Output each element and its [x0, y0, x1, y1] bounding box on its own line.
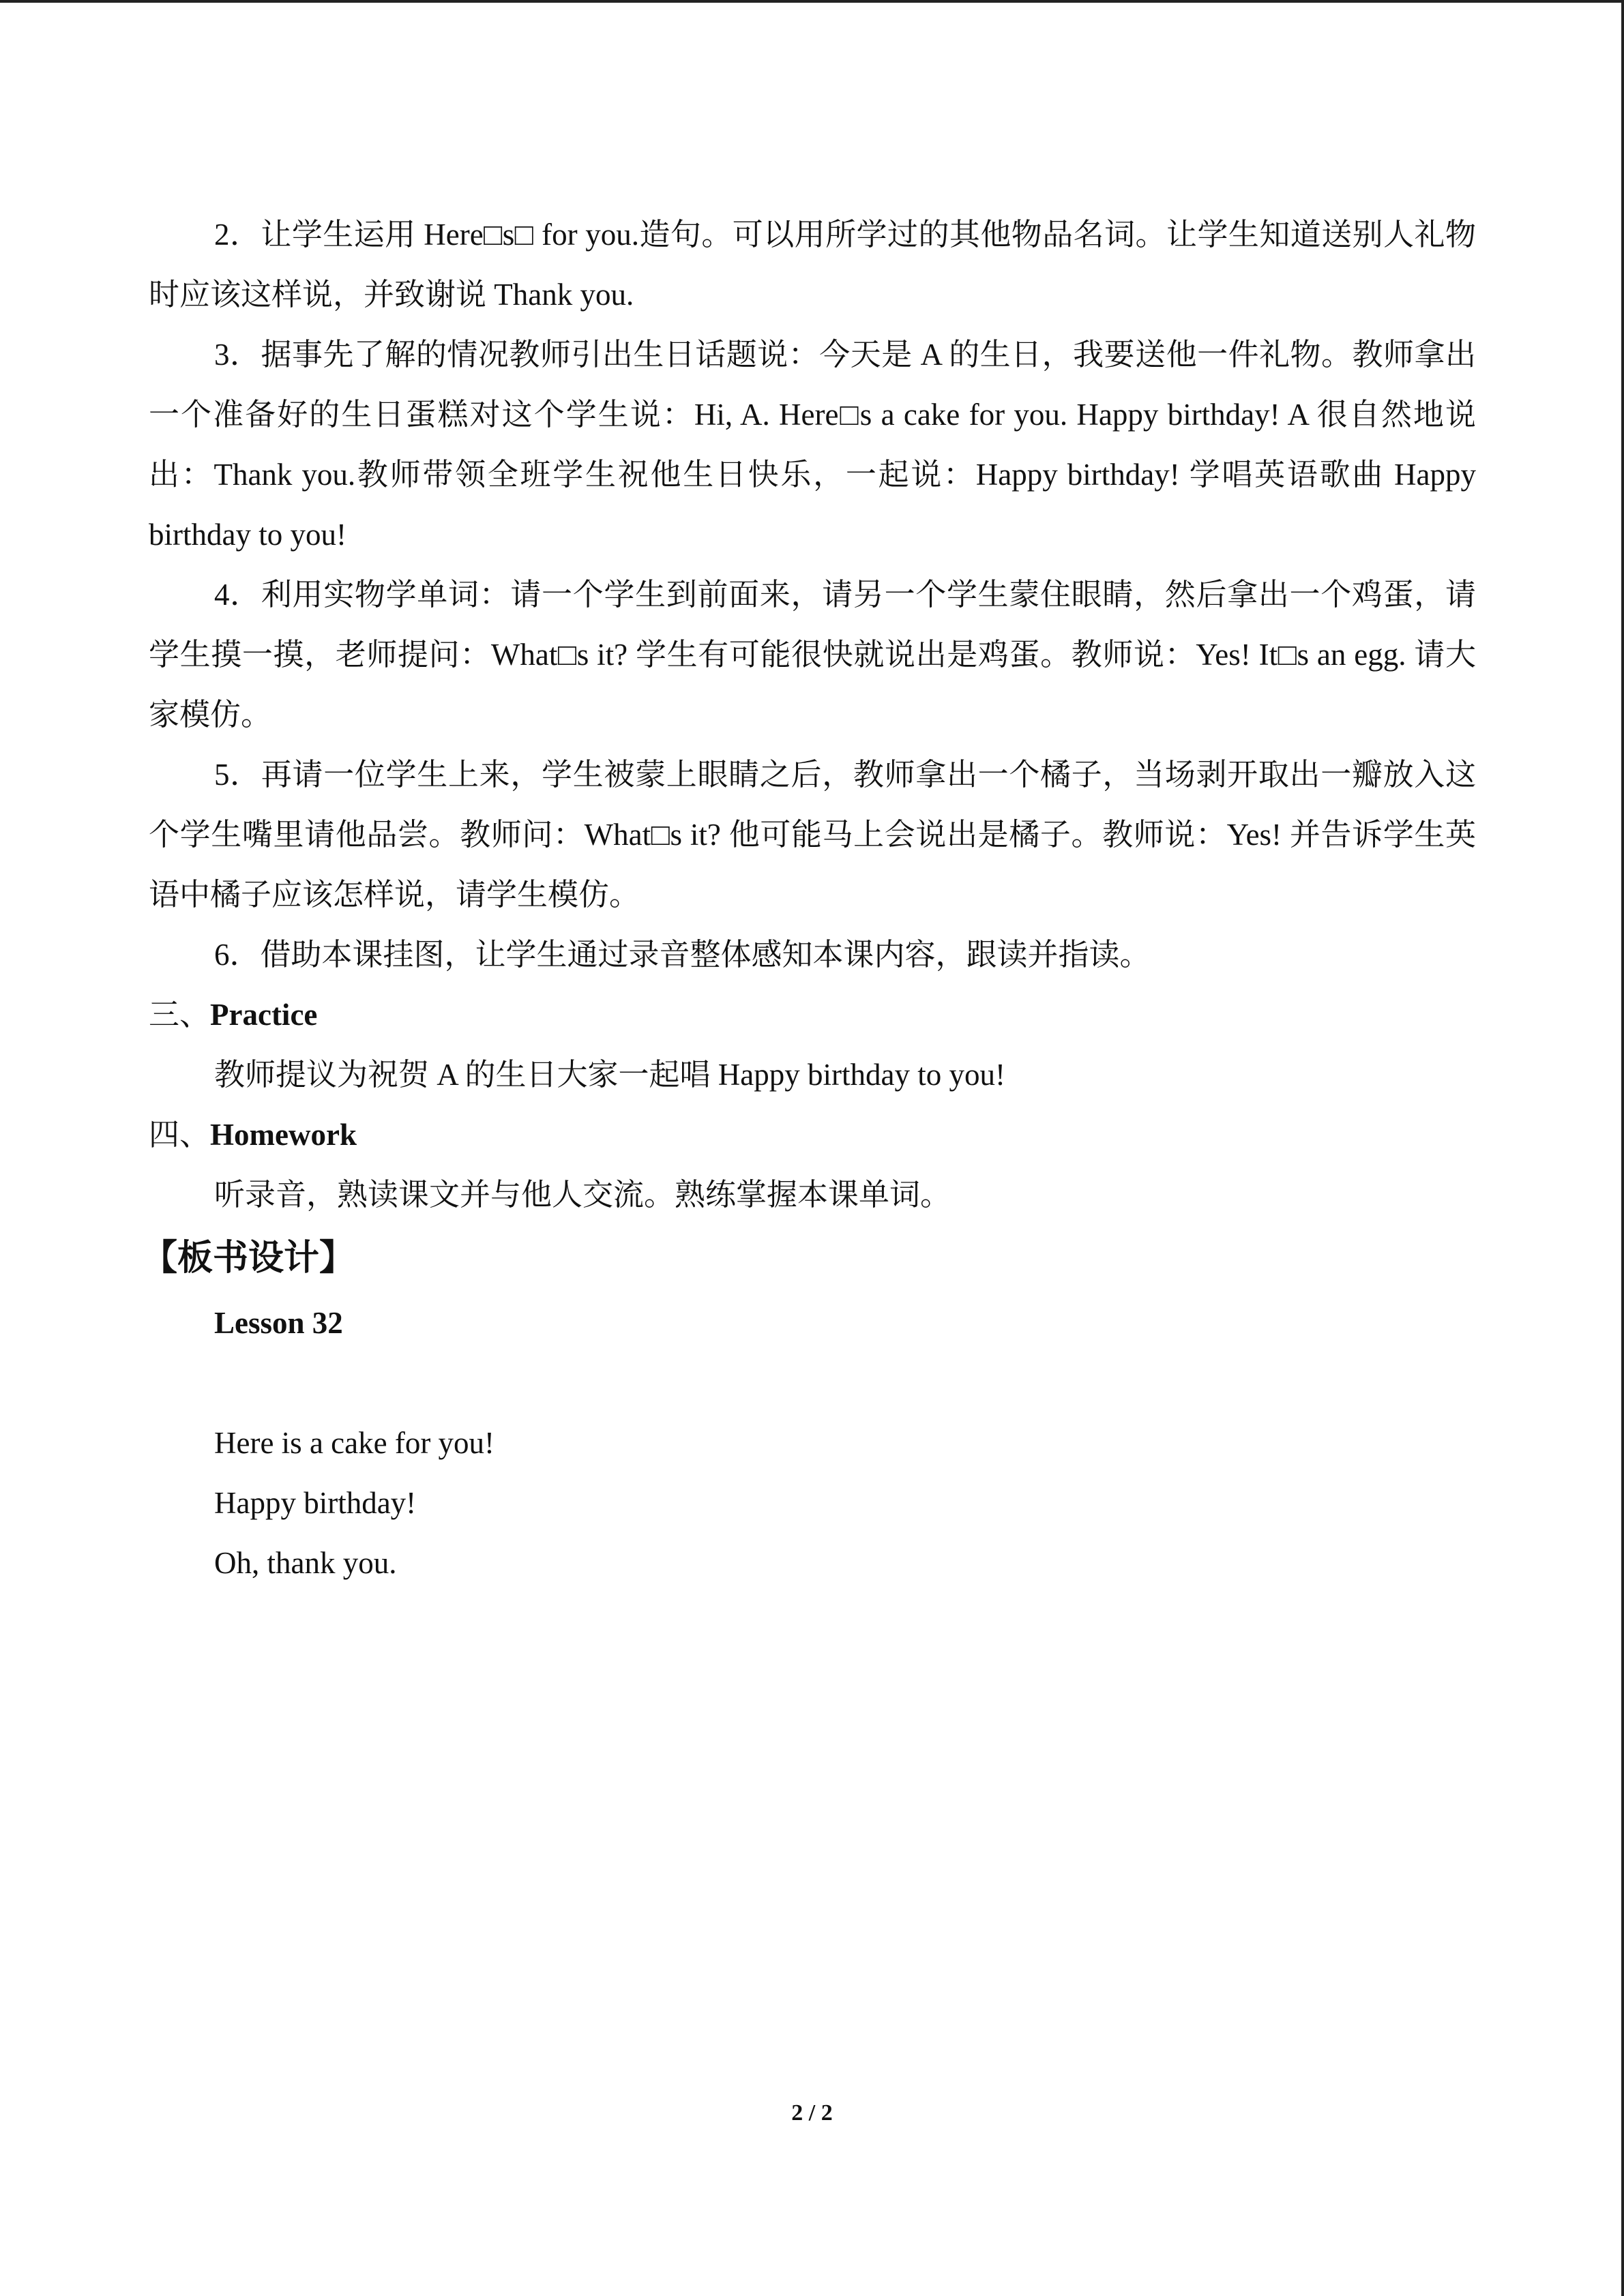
practice-heading-prefix: 三、	[149, 998, 211, 1032]
homework-heading	[149, 1105, 1476, 1165]
document-body	[142, 205, 1476, 1593]
practice-body: 教师提议为祝贺 A 的生日大家一起唱 Happy birthday to you!	[214, 1058, 1005, 1092]
board-design-title: 【板书设计】	[142, 1239, 355, 1278]
homework-heading-prefix: 四、	[149, 1118, 211, 1152]
step-5-paragraph: 5．再请一位学生上来，学生被蒙上眼睛之后，教师拿出一个橘子，当场剥开取出一瓣放入这个学生嘴里请他品尝。教师问：What□s it? 他可能马上会说出是橘子。教师说：Yes! 并告诉学生英语中橘子应该怎样说，请学生模仿。	[149, 758, 1476, 912]
practice-heading	[149, 985, 1476, 1045]
board-design-block	[214, 1293, 1476, 1593]
board-line-1: Here is a cake for you!	[214, 1426, 495, 1460]
step-2-paragraph: 2．让学生运用 Here□s□ for you.造句。可以用所学过的其他物品名词。让学生知道送别人礼物时应该这样说，并致谢说 Thank you.	[149, 218, 1476, 312]
practice-heading-title: Practice	[210, 998, 318, 1032]
page-number: 2 / 2	[791, 2100, 833, 2126]
board-line-3: Oh, thank you.	[214, 1546, 397, 1580]
step-4-paragraph: 4．利用实物学单词：请一个学生到前面来，请另一个学生蒙住眼睛，然后拿出一个鸡蛋，请学生摸一摸，老师提问：What□s it? 学生有可能很快就说出是鸡蛋。教师说：Yes! It□s an egg. 请大家模仿。	[149, 578, 1476, 732]
board-line-2: Happy birthday!	[214, 1486, 417, 1520]
step-3-paragraph: 3．据事先了解的情况教师引出生日话题说：今天是 A 的生日，我要送他一件礼物。教师拿出一个准备好的生日蛋糕对这个学生说：Hi, A. Here□s a cake for you. Happy birthday! A 很自然地说出：Thank you.教师带领全班学生祝他生日快乐，一起说：Happy birthday! 学唱英语歌曲 Happy birthday to you!	[149, 338, 1476, 552]
homework-heading-title: Homework	[210, 1118, 357, 1152]
lesson-title: Lesson 32	[214, 1306, 343, 1340]
step-6-paragraph: 6．借助本课挂图，让学生通过录音整体感知本课内容，跟读并指读。	[214, 938, 1151, 972]
homework-body: 听录音，熟读课文并与他人交流。熟练掌握本课单词。	[214, 1178, 951, 1212]
